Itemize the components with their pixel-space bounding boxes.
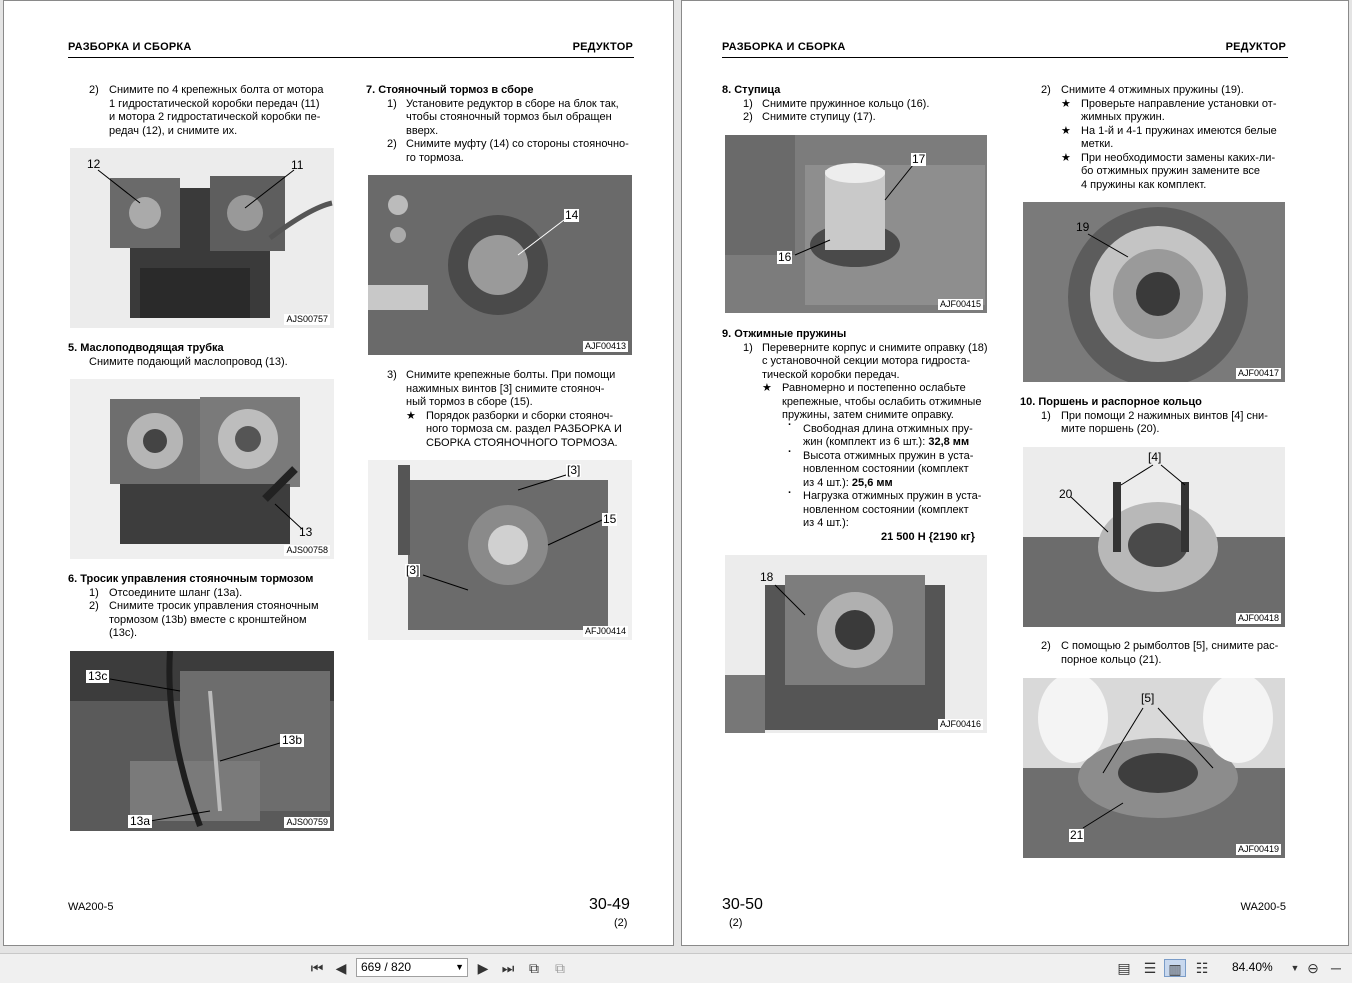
text-line: Переверните корпус и снимите оправку (18) <box>762 341 988 354</box>
value-load: 21 500 Н {2190 кг} <box>881 531 975 543</box>
figure-code: AJF00416 <box>939 719 981 729</box>
photo-parking-brake-assembly <box>368 460 632 640</box>
callout-13b: 13b <box>282 733 303 747</box>
bullet: · <box>788 487 792 499</box>
callout-21: 21 <box>1070 828 1084 842</box>
text-line: Снимите тросик управления стояночным <box>109 600 319 612</box>
zoom-dropdown-icon[interactable]: ▼ <box>1290 963 1300 973</box>
continuous-page-icon[interactable]: ☰ <box>1143 960 1157 976</box>
text-line: вверх. <box>406 124 439 137</box>
figure-code: AJS00757 <box>286 314 328 324</box>
last-page-icon[interactable]: ⏭ <box>501 960 515 976</box>
header-section: РАЗБОРКА И СБОРКА <box>722 41 846 53</box>
star-note: ★ <box>1061 124 1071 137</box>
text-line: с установочной секции мотора гидроста- <box>762 355 971 367</box>
go-forward-view-icon[interactable]: ⧉ <box>555 960 565 976</box>
viewer-toolbar <box>0 953 1352 983</box>
figure-code: AJF00415 <box>939 299 981 309</box>
footer-model: WA200-5 <box>1240 901 1286 913</box>
text-span: из 4 шт.): <box>803 476 852 489</box>
text-line: Свободная длина отжимных пру- <box>803 422 973 435</box>
text-line: (13c). <box>109 627 138 639</box>
text-line: Порядок разборки и сборки стояноч- <box>426 409 614 422</box>
text-line: При помощи 2 нажимных винтов [4] сни- <box>1061 409 1268 422</box>
header-rule <box>68 57 634 58</box>
step-number: 1) <box>1041 409 1051 422</box>
step-number: 1) <box>743 341 753 354</box>
text-line: При необходимости замены каких-ли- <box>1081 151 1276 164</box>
go-back-view-icon[interactable]: ⧉ <box>529 960 539 976</box>
header-chapter: РЕДУКТОР <box>1225 41 1286 53</box>
value-installed-height: 25,6 мм <box>851 476 893 489</box>
text-line: С помощью 2 рымболтов [5], снимите рас- <box>1061 640 1279 652</box>
step-number: 2) <box>89 84 99 96</box>
section-title: 9. Отжимные пружины <box>722 328 847 340</box>
zoom-slider-icon[interactable]: ─ <box>1331 960 1341 976</box>
text-line: Снимите пружинное кольцо (16). <box>762 97 930 110</box>
text-line: СБОРКА СТОЯНОЧНОГО ТОРМОЗА. <box>426 436 618 449</box>
page-30-50 <box>681 0 1349 946</box>
figure-code: AJF00419 <box>1237 844 1279 854</box>
star-note: ★ <box>406 409 416 422</box>
step-number: 2) <box>1041 84 1051 96</box>
text-line: 4 пружины как комплект. <box>1081 178 1207 191</box>
header-rule <box>722 57 1288 58</box>
text-line: крепежные, чтобы ослабить отжимные <box>782 395 982 408</box>
callout-11: 11 <box>291 158 304 172</box>
text-line: чтобы стояночный тормоз был обращен <box>406 111 612 123</box>
page-30-49 <box>3 0 674 946</box>
callout-5: [5] <box>1141 691 1155 705</box>
section-title: 7. Стояночный тормоз в сборе <box>366 84 534 96</box>
text-span: жин (комплект из 6 шт.): <box>803 436 929 448</box>
section-title: 10. Поршень и распорное кольцо <box>1020 396 1202 408</box>
text-line: бо отжимных пружин замените все <box>1081 165 1261 177</box>
text-line: Снимите подающий маслопровод (13). <box>89 355 288 368</box>
step-number: 2) <box>387 138 397 150</box>
photo-piston <box>1023 447 1285 627</box>
text-line <box>803 477 893 491</box>
step-number: 2) <box>1041 640 1051 652</box>
text-line: порное кольцо (21). <box>1061 653 1162 666</box>
callout-13c: 13c <box>88 669 108 683</box>
text-line: 1 гидростатической коробки передач (11) <box>109 97 320 110</box>
text-line: го тормоза. <box>406 151 464 164</box>
figure-code: AFJ00414 <box>584 626 626 636</box>
header-section: РАЗБОРКА И СБОРКА <box>68 41 192 53</box>
star-note: ★ <box>1061 151 1071 164</box>
text-line: Установите редуктор в сборе на блок так, <box>406 97 619 110</box>
text-line: мите поршень (20). <box>1061 423 1160 435</box>
callout-12: 12 <box>87 157 101 171</box>
zoom-level[interactable]: 84.40% <box>1232 960 1273 974</box>
text-line: тической коробки передач. <box>762 368 900 381</box>
figure-code: AJF00417 <box>1237 368 1279 378</box>
single-page-icon[interactable]: ▤ <box>1117 960 1131 976</box>
photo-oil-pipe <box>70 379 334 559</box>
photo-motors <box>70 148 334 328</box>
zoom-out-icon[interactable]: ⊖ <box>1307 960 1319 976</box>
text-line: новленном состоянии (комплект <box>803 503 969 516</box>
bullet: · <box>788 446 792 458</box>
callout-4: [4] <box>1148 450 1162 464</box>
step-number: 2) <box>743 111 753 123</box>
page-number-value: 669 / 820 <box>361 960 412 974</box>
step-number: 1) <box>89 586 99 599</box>
page-number-input[interactable] <box>356 958 468 977</box>
section-title: 5. Маслоподводящая трубка <box>68 342 224 354</box>
text-line: Снимите по 4 крепежных болта от мотора <box>109 84 324 96</box>
callout-13: 13 <box>299 525 313 539</box>
text-line: На 1-й и 4-1 пружинах имеются белые <box>1081 124 1277 137</box>
page-revision: (2) <box>614 917 628 929</box>
callout-18: 18 <box>760 570 774 584</box>
callout-17: 17 <box>912 152 926 166</box>
header-chapter: РЕДУКТОР <box>572 41 633 53</box>
text-line: Снимите 4 отжимных пружины (19). <box>1061 84 1244 96</box>
text-line: Отсоедините шланг (13a). <box>109 586 243 599</box>
figure-code: AJF00418 <box>1237 613 1279 623</box>
section-title: 6. Тросик управления стояночным тормозом <box>68 573 314 585</box>
callout-15: 15 <box>603 512 617 526</box>
page-revision: (2) <box>729 917 743 929</box>
text-line: и мотора 2 гидростатической коробки пе- <box>109 111 321 123</box>
value-free-length: 32,8 мм <box>928 436 970 448</box>
text-line: ный тормоз в сборе (15). <box>406 396 533 408</box>
callout-19: 19 <box>1076 220 1090 234</box>
text-line: Снимите крепежные болты. При помощи <box>406 369 616 381</box>
figure-code: AJS00759 <box>286 817 328 827</box>
text-line: Снимите ступицу (17). <box>762 111 876 123</box>
two-page-icon[interactable]: ▥ <box>1164 959 1186 977</box>
next-page-icon[interactable]: ▶ <box>477 960 489 976</box>
callout-3-top: [3] <box>567 463 581 477</box>
photo-parking-brake-coupling <box>368 175 632 355</box>
step-number: 1) <box>743 97 753 110</box>
text-line: Равномерно и постепенно ослабьте <box>782 382 966 394</box>
first-page-icon[interactable]: ⏮ <box>310 960 324 976</box>
prev-page-icon[interactable]: ◀ <box>335 960 347 976</box>
text-line: редач (12), и снимите их. <box>109 124 238 137</box>
two-page-continuous-icon[interactable]: ☷ <box>1195 960 1209 976</box>
text-line: из 4 шт.): <box>803 517 849 529</box>
text-line: Снимите муфту (14) со стороны стояночно- <box>406 138 629 150</box>
callout-20: 20 <box>1059 487 1073 501</box>
photo-spacer-ring <box>1023 678 1285 858</box>
callout-16: 16 <box>778 250 792 264</box>
page-number: 30-50 <box>722 896 763 913</box>
section-title: 8. Ступица <box>722 84 781 96</box>
photo-mandrel <box>725 555 987 733</box>
figure-code: AJF00413 <box>584 341 626 351</box>
photo-brake-cable <box>70 651 334 831</box>
text-line: метки. <box>1081 138 1114 150</box>
text-line: новленном состоянии (комплект <box>803 463 969 475</box>
text-line: Проверьте направление установки от- <box>1081 97 1277 110</box>
text-line: ного тормоза см. раздел РАЗБОРКА И <box>426 423 622 435</box>
text-line: Высота отжимных пружин в уста- <box>803 449 974 462</box>
chevron-down-icon[interactable]: ▼ <box>455 962 464 972</box>
text-line <box>803 436 969 450</box>
callout-3-bottom: [3] <box>406 563 420 577</box>
photo-return-springs <box>1023 202 1285 382</box>
callout-13a: 13a <box>130 814 151 828</box>
photo-hub <box>725 135 987 313</box>
figure-code: AJS00758 <box>286 545 328 555</box>
step-number: 2) <box>89 600 99 612</box>
bullet: · <box>788 419 792 431</box>
step-number: 3) <box>387 369 397 381</box>
text-line: жимных пружин. <box>1081 111 1165 123</box>
footer-model: WA200-5 <box>68 901 114 913</box>
text-line: Нагрузка отжимных пружин в уста- <box>803 490 982 502</box>
text-line: нажимных винтов [3] снимите стояноч- <box>406 382 605 395</box>
star-note: ★ <box>1061 97 1071 110</box>
star-note: ★ <box>762 382 772 394</box>
callout-14: 14 <box>565 208 579 222</box>
text-line: пружины, затем снимите оправку. <box>782 409 954 421</box>
page-number: 30-49 <box>589 896 630 913</box>
step-number: 1) <box>387 97 397 110</box>
text-line: тормозом (13b) вместе с кронштейном <box>109 613 307 626</box>
